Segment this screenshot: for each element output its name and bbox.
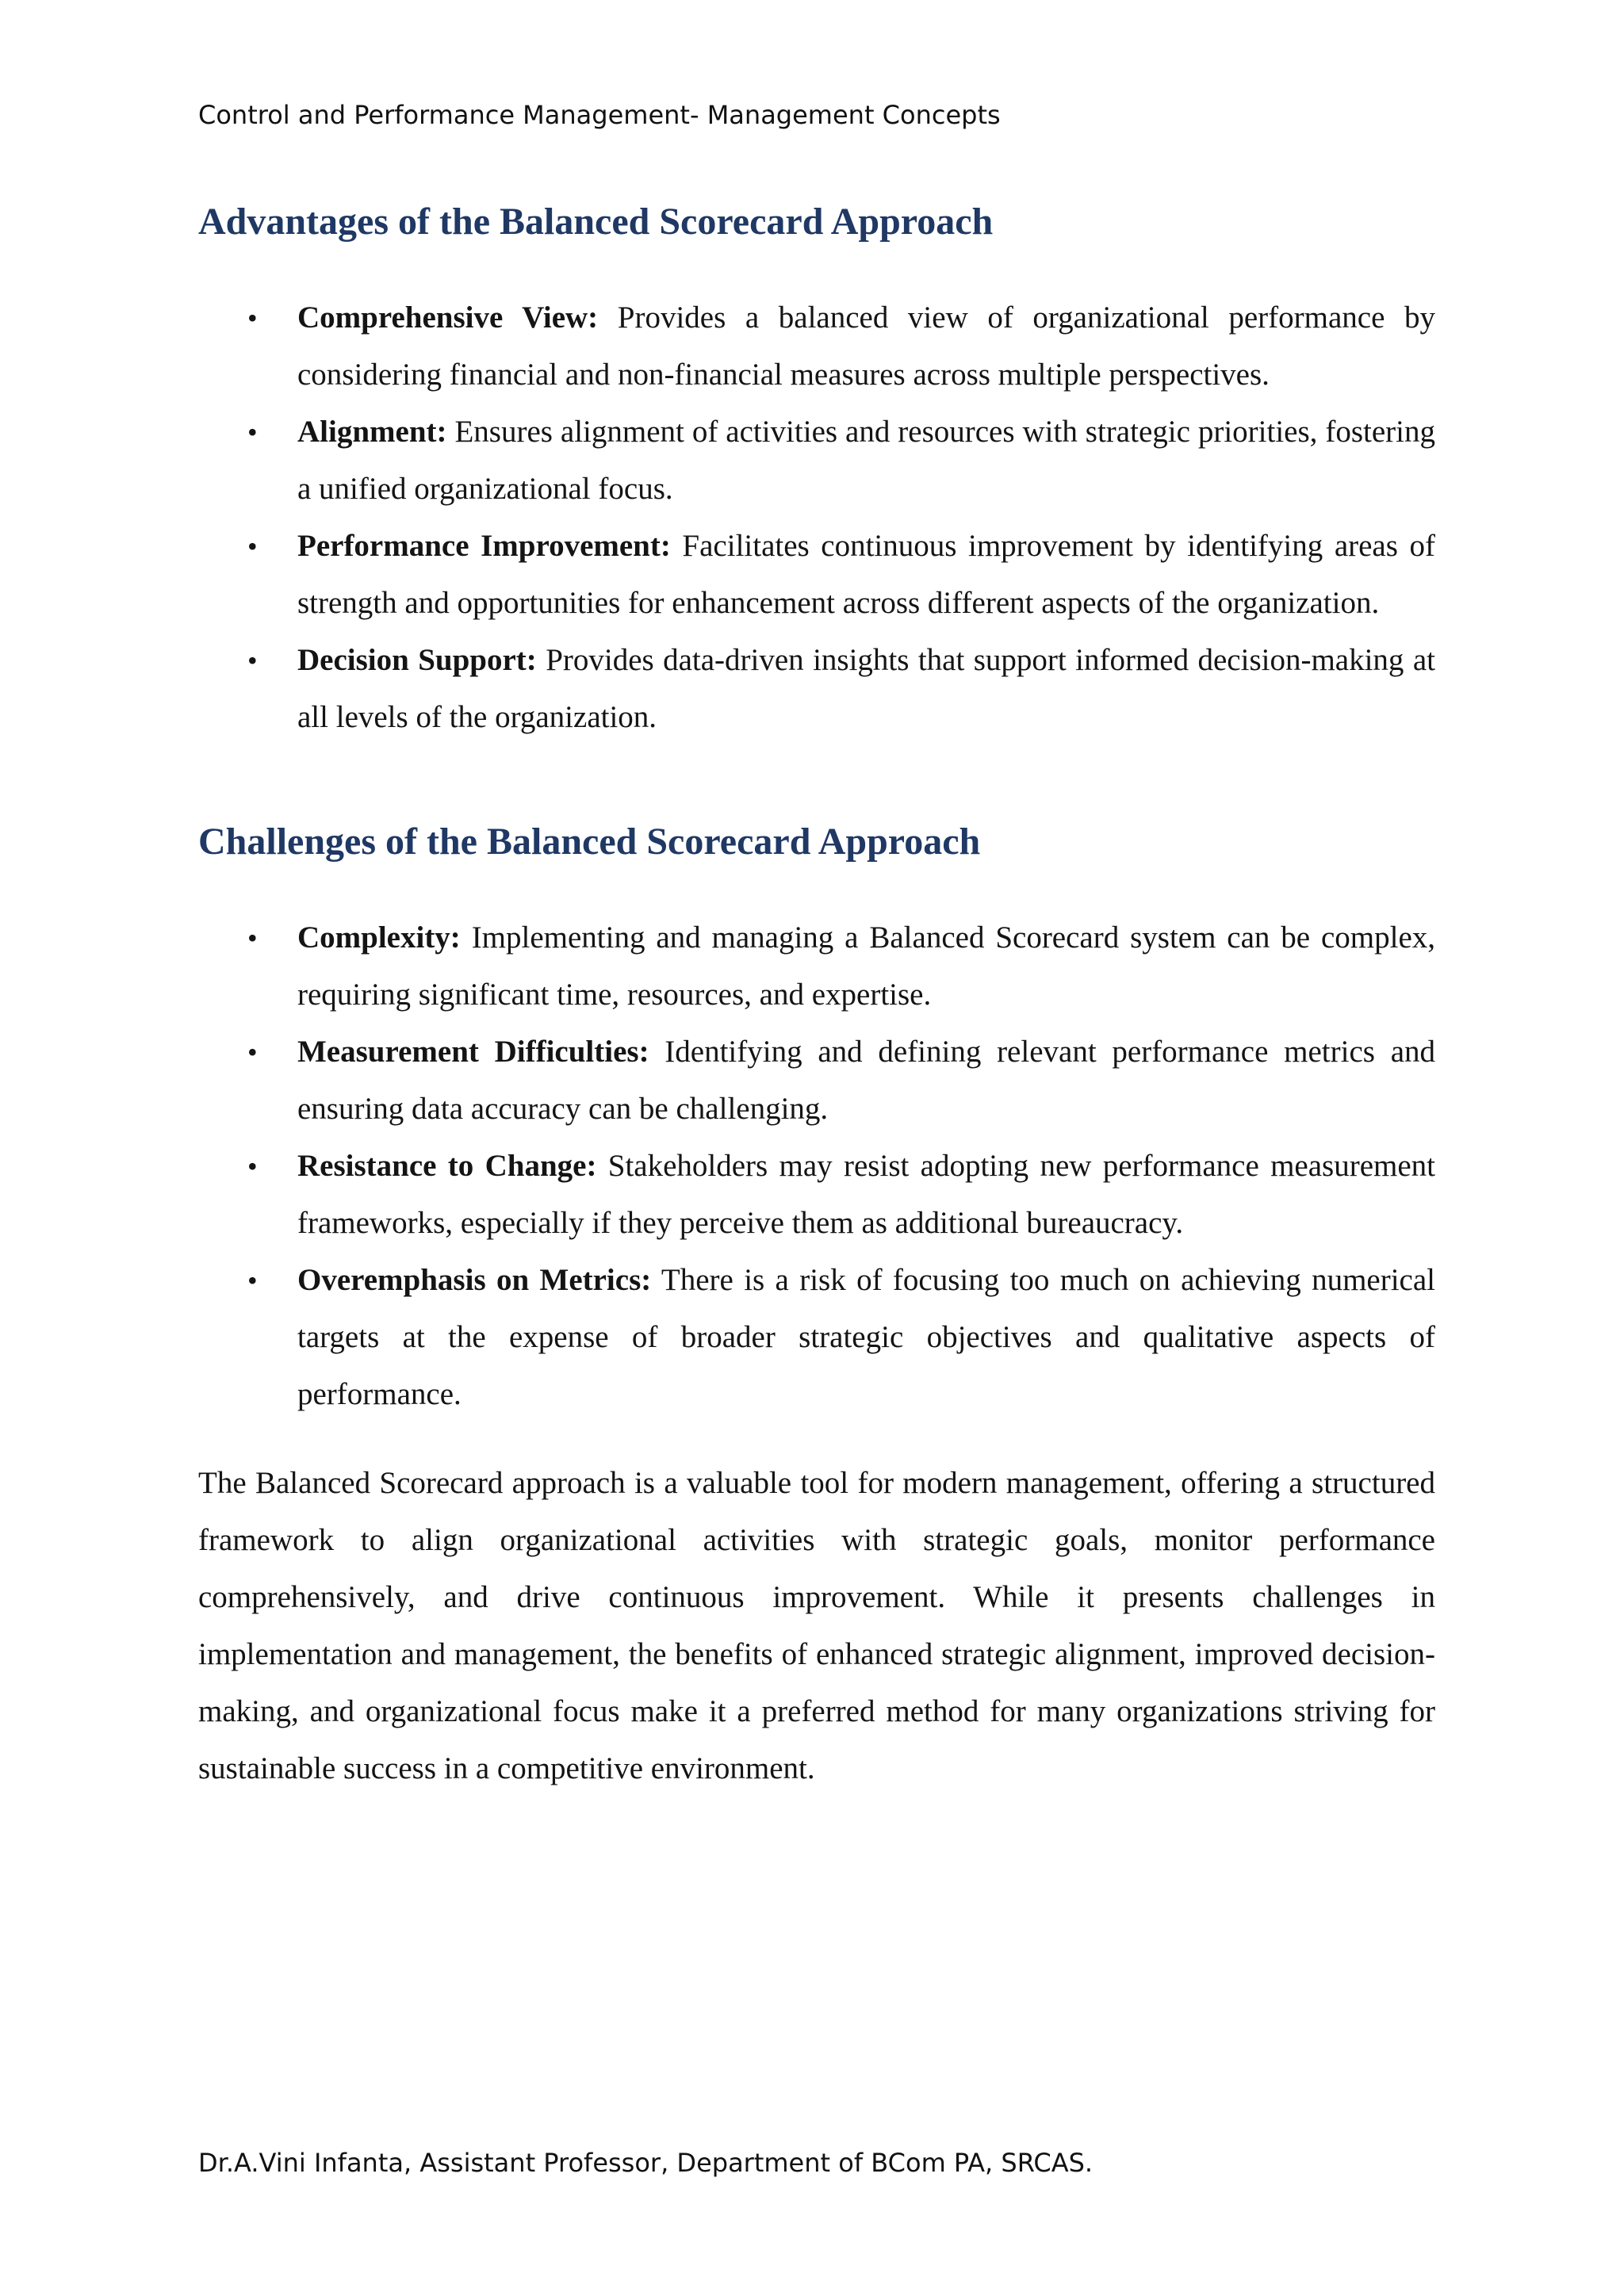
list-item — [198, 909, 1435, 1024]
list-item-term: Comprehensive View: — [297, 300, 599, 335]
bullet-icon: • — [247, 1036, 258, 1068]
list-item-term: Performance Improvement: — [297, 529, 671, 563]
list-item — [198, 1024, 1435, 1138]
list-item-text: Implementing and managing a Balanced Scorecard system can be complex, requiring significant time, resources, and expertise. — [297, 920, 1436, 1012]
list-item — [198, 404, 1435, 518]
list-item-text: Stakeholders may resist adopting new performance measurement frameworks, especially if they perceive them as additional bureaucracy. — [297, 1149, 1436, 1240]
bullet-icon: • — [247, 416, 258, 448]
list-item — [198, 518, 1435, 632]
bullet-icon: • — [247, 302, 258, 334]
conclusion-paragraph: The Balanced Scorecard approach is a valuable tool for modern management, offering a structured framework to align organizational activities with strategic goals, monitor performance comprehensively, and drive continuous improvement. While it presents challenges in implementation and management, the benefits of enhanced strategic alignment, improved decision-making, and organizational focus make it a preferred method for many organizations striving for sustainable success in a competitive environment. — [198, 1466, 1435, 1785]
running-header: Control and Performance Management- Management Concepts — [198, 100, 1001, 130]
list-item-text: Identifying and defining relevant performance metrics and ensuring data accuracy can be challenging. — [297, 1035, 1435, 1126]
list-item — [198, 632, 1435, 746]
bullet-icon: • — [247, 645, 258, 676]
list-item-text: Provides data-driven insights that support informed decision-making at all levels of the organization. — [297, 643, 1435, 734]
list-item-term: Alignment: — [297, 415, 447, 449]
challenges-list — [198, 909, 1435, 1423]
advantages-heading: Advantages of the Balanced Scorecard Approach — [198, 201, 994, 243]
page-content — [198, 194, 1435, 1797]
list-item — [198, 289, 1435, 404]
list-item-term: Resistance to Change: — [297, 1149, 597, 1183]
list-item-term: Decision Support: — [297, 643, 537, 677]
list-item-text: Facilitates continuous improvement by identifying areas of strength and opportunities for enhancement across different aspects of the organization. — [297, 529, 1435, 620]
running-footer: Dr.A.Vini Infanta, Assistant Professor, Department of BCom PA, SRCAS. — [198, 2148, 1094, 2178]
bullet-icon: • — [247, 922, 258, 954]
list-item — [198, 1252, 1435, 1423]
bullet-icon: • — [247, 1150, 258, 1182]
bullet-icon: • — [247, 530, 258, 562]
list-item-text: Ensures alignment of activities and resources with strategic priorities, fostering a unified organizational focus. — [297, 415, 1436, 506]
list-item-text: There is a risk of focusing too much on achieving numerical targets at the expense of broader strategic objectives and qualitative aspects of performance. — [297, 1263, 1435, 1411]
advantages-list — [198, 289, 1435, 746]
bullet-icon: • — [247, 1265, 258, 1296]
list-item-text: Provides a balanced view of organizational performance by considering financial and non-financial measures across multiple perspectives. — [297, 300, 1435, 392]
list-item-term: Overemphasis on Metrics: — [297, 1263, 652, 1297]
challenges-heading: Challenges of the Balanced Scorecard Approach — [198, 821, 981, 863]
list-item-term: Complexity: — [297, 920, 461, 955]
list-item — [198, 1138, 1435, 1252]
list-item-term: Measurement Difficulties: — [297, 1035, 649, 1069]
